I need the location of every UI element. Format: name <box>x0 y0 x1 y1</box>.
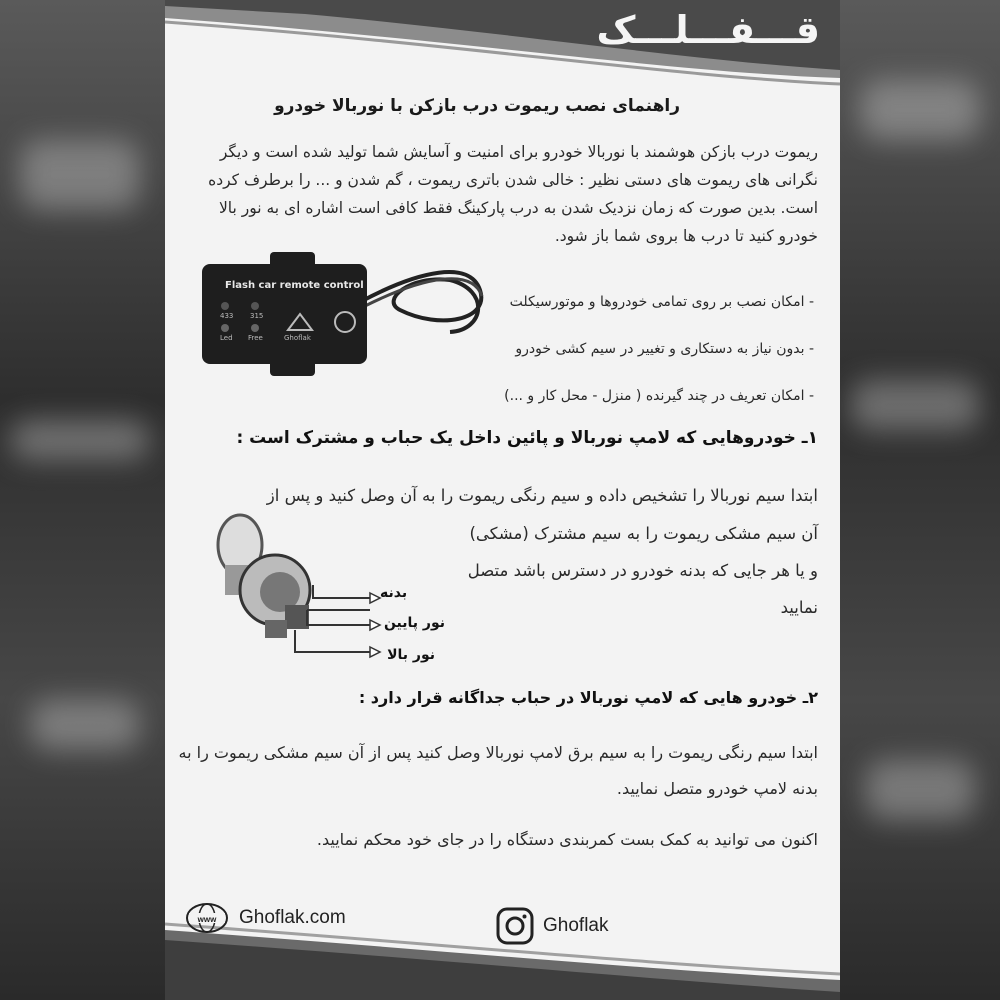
label-low-beam: نور پایین <box>383 615 445 631</box>
section1-line1: ابتدا سیم نوربالا را تشخیص داده و سیم رنگی ریموت را به آن وصل کنید و پس از <box>266 486 818 505</box>
bulb-diagram <box>195 510 445 675</box>
page-title: راهنمای نصب ریموت درب بازکن با نوربالا خودرو <box>274 96 680 116</box>
brand-logo-text: قـــفـــلـــک <box>596 8 820 52</box>
globe-icon <box>185 902 229 934</box>
free-label: Free <box>248 334 263 342</box>
section1-heading: ۱ـ خودروهایی که لامپ نوربالا و پائین داخل یک حباب و مشترک است : <box>236 428 818 448</box>
document-page <box>165 0 840 1000</box>
section1-line2: آن سیم مشکی ریموت را به سیم مشترک (مشکی) و یا هر جایی که بدنه خودرو در دسترس باشد متصل نمایید <box>467 524 818 617</box>
footer-instagram[interactable] <box>495 906 608 946</box>
website-link[interactable]: Ghoflak.com <box>239 907 346 928</box>
label-body: بدنه <box>380 585 408 601</box>
device-label: Flash car remote control <box>225 280 364 291</box>
led-433-label: 433 <box>220 312 234 320</box>
right-background <box>840 0 1000 1000</box>
section2-text: ابتدا سیم رنگی ریموت را به سیم برق لامپ نوربالا وصل کنید پس از آن سیم مشکی ریموت را به بدنه لامپ خودرو متصل نمایید. <box>178 743 818 798</box>
left-background <box>0 0 165 1000</box>
intro-paragraph: ریموت درب بازکن هوشمند با نوربالا خودرو برای امنیت و آسایش شما تولید شده است و دیگر نگرانی های ریموت های دستی نظیر : خالی شدن باتری ریموت ، گم شدن و ... را برطرف کرده است. بدین صورت که زمان نزدیک شدن به درب پارکینگ فقط کافی است اشاره ای به نور بالا خودرو کنید تا درب ها بروی شما باز شود. <box>208 143 818 245</box>
instagram-icon <box>495 906 535 946</box>
section2-heading: ۲ـ خودرو هایی که لامپ نوربالا در حباب جداگانه قرار دارد : <box>358 688 818 707</box>
list-item: - امکان تعریف در چند گیرنده ( منزل - محل کار و ...) <box>504 388 814 404</box>
led-315-label: 315 <box>250 312 264 320</box>
device-logo-text: Ghoflak <box>284 334 311 342</box>
instagram-handle[interactable]: Ghoflak <box>543 915 609 936</box>
led-label: Led <box>220 334 233 342</box>
feature-list <box>454 288 814 429</box>
final-note: اکنون می توانید به کمک بست کمربندی دستگاه را در جای خود محکم نمایید. <box>316 830 818 849</box>
globe-icon-text: www <box>197 915 217 924</box>
list-item: - بدون نیاز به دستکاری و تغییر در سیم کشی خودرو <box>515 341 814 357</box>
label-high-beam: نور بالا <box>387 647 435 663</box>
footer-website[interactable] <box>185 900 346 936</box>
list-item: - امکان نصب بر روی تمامی خودروها و موتورسیکلت <box>509 294 814 310</box>
